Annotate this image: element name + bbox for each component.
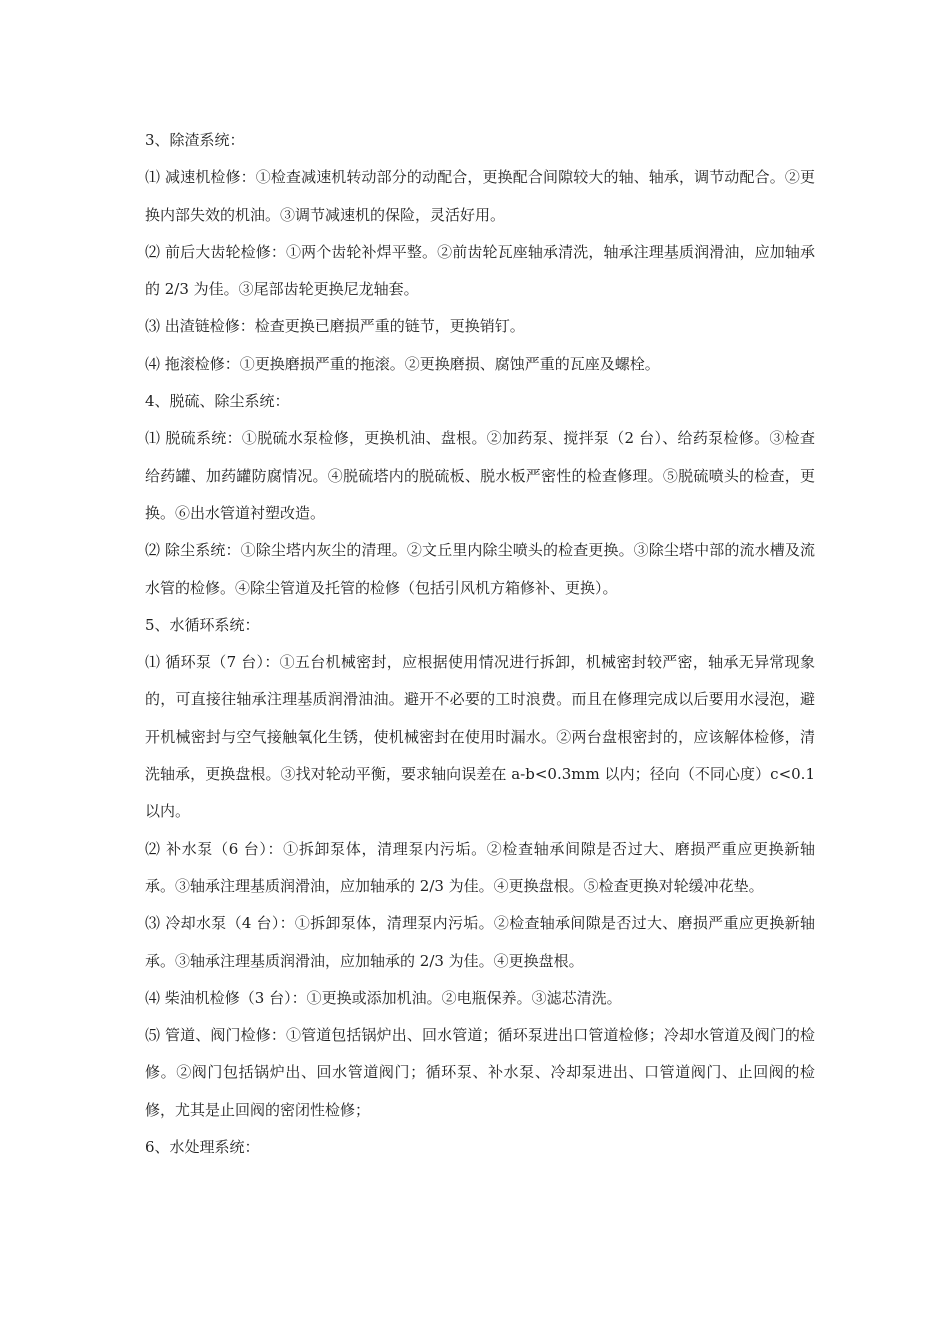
section-heading-water-circulation: 5、水循环系统：: [145, 615, 260, 634]
paragraph-dust-removal-system: ⑵ 除尘系统：①除尘塔内灰尘的清理。②文丘里内除尘喷头的检查更换。③除尘塔中部的流水槽及流水管的检修。④除尘管道及托管的检修（包括引风机方箱修补、更换）。: [145, 541, 815, 597]
paragraph-diesel-engine: ⑷ 柴油机检修（3 台）：①更换或添加机油。②电瓶保养。③滤芯清洗。: [145, 988, 622, 1007]
section-heading-water-treatment: 6、水处理系统：: [145, 1138, 260, 1157]
paragraph-gear-maintenance: ⑵ 前后大齿轮检修：①两个齿轮补焊平整。②前齿轮瓦座轴承清洗，轴承注理基质润滑油，应加轴承的 2/3 为佳。③尾部齿轮更换尼龙轴套。: [145, 242, 815, 299]
section-heading-slag-removal: 3、除渣系统：: [145, 131, 245, 149]
paragraph-circulation-pump: ⑴ 循环泵（7 台）：①五台机械密封，应根据使用情况进行拆卸，机械密封较严密，轴承无异常现象的，可直接往轴承注理基质润滑油油。避开不必要的工时浪费。而且在修理完成以后要用水浸泡，避开机械密封与空气接触氧化生锈，使机械密封在使用时漏水。②两台盘根密封的，应该解体检修，清洗轴承，更换盘根。③找对轮动平衡，要求轴向误差在 a-b<0.3mm 以内；径向（不同心度）c<0.1 以内。: [145, 653, 815, 821]
paragraph-roller-maintenance: ⑷ 拖滚检修：①更换磨损严重的拖滚。②更换磨损、腐蚀严重的瓦座及螺栓。: [145, 354, 660, 373]
paragraph-cooling-pump: ⑶ 冷却水泵（4 台）：①拆卸泵体，清理泵内污垢。②检查轴承间隙是否过大、磨损严重应更换新轴承。③轴承注理基质润滑油，应加轴承的 2/3 为佳。④更换盘根。: [145, 914, 815, 970]
paragraph-pipes-valves: ⑸ 管道、阀门检修：①管道包括锅炉出、回水管道；循环泵进出口管道检修；冷却水管道及阀门的检修。②阀门包括锅炉出、回水管道阀门；循环泵、补水泵、冷却泵进出、口管道阀门、止回阀的检修，尤其是止回阀的密闭性检修；: [145, 1026, 815, 1119]
section-heading-desulfurization: 4、脱硫、除尘系统：: [145, 392, 290, 411]
document-body: [145, 122, 815, 1166]
paragraph-makeup-pump: ⑵ 补水泵（6 台）：①拆卸泵体，清理泵内污垢。②检查轴承间隙是否过大、磨损严重应更换新轴承。③轴承注理基质润滑油，应加轴承的 2/3 为佳。④更换盘根。⑤检查更换对轮缓冲花垫。: [145, 839, 815, 895]
paragraph-desulfurization-system: ⑴ 脱硫系统：①脱硫水泵检修，更换机油、盘根。②加药泵、搅拌泵（2 台）、给药泵检修。③检查给药罐、加药罐防腐情况。④脱硫塔内的脱硫板、脱水板严密性的检查修理。⑤脱硫喷头的检查，更换。⑥出水管道衬塑改造。: [145, 429, 815, 522]
paragraph-reducer-maintenance: ⑴ 减速机检修：①检查减速机转动部分的动配合，更换配合间隙较大的轴、轴承，调节动配合。②更换内部失效的机油。③调节减速机的保险，灵活好用。: [145, 168, 815, 224]
paragraph-slag-chain-maintenance: ⑶ 出渣链检修：检查更换已磨损严重的链节，更换销钉。: [145, 317, 525, 336]
